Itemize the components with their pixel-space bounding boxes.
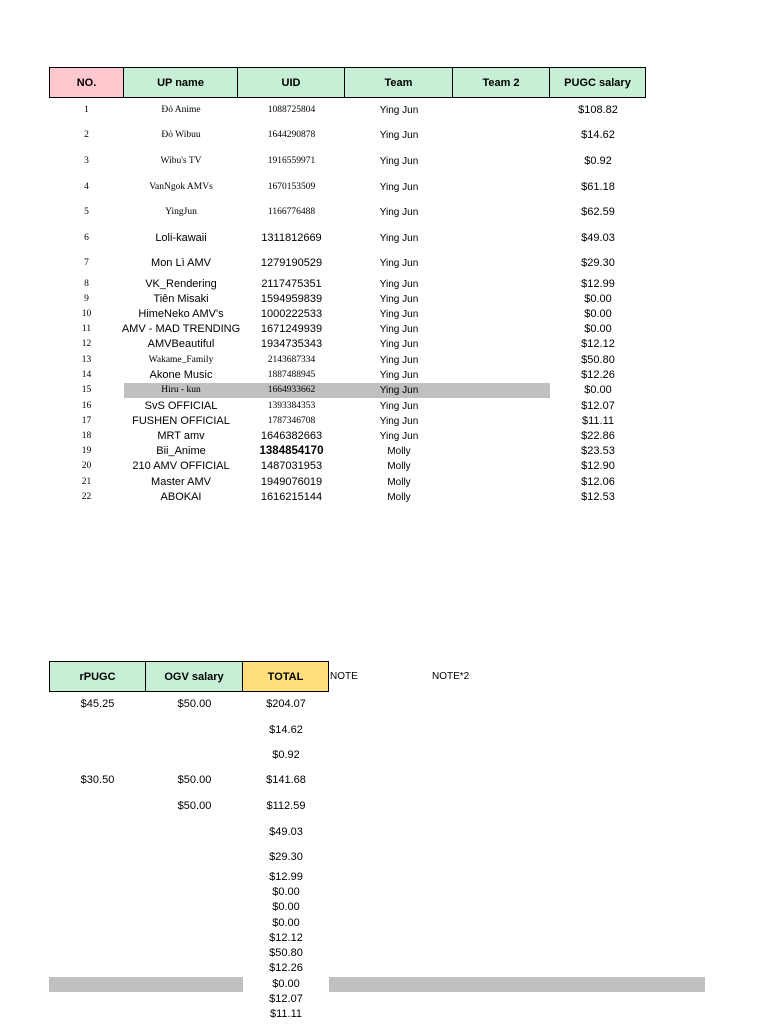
salary-row-2-ogv bbox=[146, 722, 243, 738]
row-1-name: Đỏ Anime bbox=[161, 105, 201, 115]
row-4-team: Ying Jun bbox=[379, 181, 419, 193]
row-11-no: 11 bbox=[81, 324, 92, 334]
row-19-name: Bii_Anime bbox=[156, 445, 206, 457]
row-11-pugc: $0.00 bbox=[584, 323, 612, 335]
salary-row-8-total: $12.99 bbox=[269, 871, 303, 883]
row-12-uid: 1934735343 bbox=[260, 338, 323, 350]
salary-row-7-rpugc bbox=[49, 849, 146, 865]
salary-row-9-ogv bbox=[146, 884, 243, 900]
row-12-name: AMVBeautiful bbox=[147, 338, 215, 350]
header-team-2: Team 2 bbox=[453, 67, 550, 98]
salary-row-10-rpugc bbox=[49, 899, 146, 915]
salary-row-6-total: $49.03 bbox=[269, 826, 303, 838]
row-13-no: 13 bbox=[81, 355, 92, 365]
row-16-no: 16 bbox=[81, 401, 92, 411]
salary-row-12-rpugc bbox=[49, 930, 146, 946]
salary-row-12-total: $12.12 bbox=[269, 932, 303, 944]
row-17-name: FUSHEN OFFICIAL bbox=[132, 415, 230, 427]
row-6-uid: 1311812669 bbox=[261, 232, 322, 244]
row-10-pugc: $0.00 bbox=[584, 308, 612, 320]
salary-row-1-total: $204.07 bbox=[266, 698, 306, 710]
row-21-team: Molly bbox=[387, 476, 411, 488]
row-22-team: Molly bbox=[387, 491, 411, 503]
row-10-uid: 1000222533 bbox=[260, 308, 323, 320]
row-2-no: 2 bbox=[84, 130, 89, 140]
row-5-pugc: $62.59 bbox=[581, 206, 615, 218]
row-4-uid: 1670153509 bbox=[267, 182, 316, 192]
row-22-name: ABOKAI bbox=[160, 491, 202, 503]
row-8-uid: 2117475351 bbox=[261, 278, 322, 290]
row-12-no: 12 bbox=[81, 339, 92, 349]
row-2-team: Ying Jun bbox=[379, 129, 419, 141]
row-14-no: 14 bbox=[81, 370, 92, 380]
row-6-pugc: $49.03 bbox=[581, 232, 615, 244]
row-1-team: Ying Jun bbox=[379, 104, 419, 116]
row-16-pugc: $12.07 bbox=[581, 400, 615, 412]
row-9-pugc: $0.00 bbox=[584, 293, 612, 305]
row-5-team: Ying Jun bbox=[379, 206, 419, 218]
row-18-pugc: $22.86 bbox=[581, 430, 615, 442]
salary-row-5-rpugc bbox=[49, 798, 146, 814]
salary-row-15-total: $0.00 bbox=[272, 978, 300, 990]
row-2-name: Đỏ Wibuu bbox=[161, 130, 201, 140]
salary-row-17-total: $11.11 bbox=[269, 1008, 302, 1020]
row-16-uid: 1393384353 bbox=[267, 401, 316, 411]
row-20-name: 210 AMV OFFICIAL bbox=[132, 460, 230, 472]
row-17-pugc: $11.11 bbox=[581, 415, 614, 427]
salary-row-17-ogv bbox=[146, 1006, 243, 1022]
row-10-team: Ying Jun bbox=[379, 308, 419, 320]
row-1-uid: 1088725804 bbox=[267, 105, 316, 115]
salary-row-11-rpugc bbox=[49, 915, 146, 931]
row-9-team: Ying Jun bbox=[379, 293, 419, 305]
salary-row-13-ogv bbox=[146, 945, 243, 961]
salary-row-2-rpugc bbox=[49, 722, 146, 738]
row-21-name: Master AMV bbox=[151, 476, 211, 488]
salary-row-2-total: $14.62 bbox=[269, 724, 303, 736]
salary-row-15-ogv bbox=[146, 976, 243, 992]
row-20-pugc: $12.90 bbox=[581, 460, 615, 472]
row-2-uid: 1644290878 bbox=[267, 130, 316, 140]
row-15-name: Hiru - kun bbox=[161, 385, 201, 395]
salary-row-3-total: $0.92 bbox=[272, 749, 300, 761]
row-6-name: Loli-kawaii bbox=[155, 232, 207, 244]
row-18-uid: 1646382663 bbox=[260, 430, 323, 442]
row-20-uid: 1487031953 bbox=[260, 460, 323, 472]
row-19-team: Molly bbox=[387, 445, 411, 457]
salary-row-9-total: $0.00 bbox=[272, 886, 300, 898]
salary-row-14-ogv bbox=[146, 960, 243, 976]
row-11-name: AMV - MAD TRENDING bbox=[121, 323, 241, 335]
salary-row-11-ogv bbox=[146, 915, 243, 931]
header-total: TOTAL bbox=[243, 661, 329, 692]
row-15-no: 15 bbox=[81, 385, 92, 395]
row-16-team: Ying Jun bbox=[379, 400, 419, 412]
row-17-uid: 1787346708 bbox=[267, 416, 316, 426]
row-14-team: Ying Jun bbox=[379, 369, 419, 381]
row-18-no: 18 bbox=[81, 431, 92, 441]
row-3-name: Wibu's TV bbox=[160, 156, 202, 166]
salary-row-4-ogv: $50.00 bbox=[177, 774, 212, 786]
salary-row-8-ogv bbox=[146, 869, 243, 885]
row-8-pugc: $12.99 bbox=[581, 278, 615, 290]
row-17-no: 17 bbox=[81, 416, 92, 426]
salary-row-1-rpugc: $45.25 bbox=[80, 698, 115, 710]
salary-row-14-total: $12.26 bbox=[269, 962, 303, 974]
salary-row-16-ogv bbox=[146, 991, 243, 1007]
row-22-no: 22 bbox=[81, 492, 92, 502]
salary-row-3-ogv bbox=[146, 747, 243, 763]
row-19-pugc: $23.53 bbox=[581, 445, 615, 457]
salary-row-3-rpugc bbox=[49, 747, 146, 763]
salary-row-17-rpugc bbox=[49, 1006, 146, 1022]
row-5-uid: 1166776488 bbox=[267, 207, 316, 217]
salary-row-14-rpugc bbox=[49, 960, 146, 976]
row-18-name: MRT amv bbox=[157, 430, 205, 442]
table2-row-15-highlight-right bbox=[329, 977, 705, 992]
row-6-no: 6 bbox=[84, 233, 89, 243]
row-7-name: Mon Lì AMV bbox=[151, 257, 211, 269]
salary-row-7-ogv bbox=[146, 849, 243, 865]
row-21-no: 21 bbox=[81, 477, 92, 487]
row-12-team: Ying Jun bbox=[379, 338, 419, 350]
row-8-no: 8 bbox=[84, 279, 89, 289]
salary-row-12-ogv bbox=[146, 930, 243, 946]
row-21-uid: 1949076019 bbox=[260, 476, 323, 488]
salary-row-6-rpugc bbox=[49, 824, 146, 840]
salary-row-11-total: $0.00 bbox=[272, 917, 300, 929]
row-8-name: VK_Rendering bbox=[145, 278, 217, 290]
salary-row-16-total: $12.07 bbox=[269, 993, 303, 1005]
row-13-team: Ying Jun bbox=[379, 354, 419, 366]
row-9-name: Tiên Misaki bbox=[153, 293, 209, 305]
salary-row-4-rpugc: $30.50 bbox=[80, 774, 115, 786]
row-11-team: Ying Jun bbox=[379, 323, 419, 335]
header-no: NO. bbox=[49, 67, 124, 98]
salary-row-16-rpugc bbox=[49, 991, 146, 1007]
row-13-pugc: $50.80 bbox=[581, 354, 615, 366]
row-7-uid: 1279190529 bbox=[260, 257, 323, 269]
row-19-no: 19 bbox=[81, 446, 92, 456]
row-7-no: 7 bbox=[84, 258, 89, 268]
row-3-pugc: $0.92 bbox=[584, 155, 612, 167]
row-17-team: Ying Jun bbox=[379, 415, 419, 427]
row-4-no: 4 bbox=[84, 182, 89, 192]
row-20-team: Molly bbox=[387, 460, 411, 472]
row-5-no: 5 bbox=[84, 207, 89, 217]
row-14-pugc: $12.26 bbox=[581, 369, 615, 381]
row-22-uid: 1616215144 bbox=[260, 491, 323, 503]
row-19-uid: 1384854170 bbox=[259, 445, 324, 457]
row-7-team: Ying Jun bbox=[379, 257, 419, 269]
row-21-pugc: $12.06 bbox=[581, 476, 615, 488]
header-pugc-salary: PUGC salary bbox=[550, 67, 646, 98]
row-10-no: 10 bbox=[81, 309, 92, 319]
row-4-pugc: $61.18 bbox=[581, 181, 615, 193]
row-15-uid: 1664933662 bbox=[267, 385, 316, 395]
salary-row-13-rpugc bbox=[49, 945, 146, 961]
row-6-team: Ying Jun bbox=[379, 232, 419, 244]
salary-row-5-ogv: $50.00 bbox=[177, 800, 212, 812]
row-2-pugc: $14.62 bbox=[581, 129, 615, 141]
salary-row-1-ogv: $50.00 bbox=[177, 698, 212, 710]
header-uid: UID bbox=[238, 67, 345, 98]
row-3-no: 3 bbox=[84, 156, 89, 166]
row-18-team: Ying Jun bbox=[379, 430, 419, 442]
row-1-pugc: $108.82 bbox=[578, 104, 618, 116]
row-15-pugc: $0.00 bbox=[584, 384, 612, 396]
header-team: Team bbox=[345, 67, 453, 98]
row-20-no: 20 bbox=[81, 461, 92, 471]
row-13-uid: 2143687334 bbox=[267, 355, 316, 365]
row-9-no: 9 bbox=[84, 294, 89, 304]
row-16-name: SvS OFFICIAL bbox=[144, 400, 218, 412]
salary-row-15-rpugc bbox=[49, 976, 146, 992]
row-1-no: 1 bbox=[84, 105, 89, 115]
row-14-name: Akone Music bbox=[149, 369, 213, 381]
row-10-name: HimeNeko AMV's bbox=[138, 308, 224, 320]
salary-row-4-total: $141.68 bbox=[266, 774, 306, 786]
row-12-pugc: $12.12 bbox=[581, 338, 615, 350]
salary-row-6-ogv bbox=[146, 824, 243, 840]
salary-row-13-total: $50.80 bbox=[269, 947, 303, 959]
row-11-uid: 1671249939 bbox=[260, 323, 323, 335]
row-3-team: Ying Jun bbox=[379, 155, 419, 167]
row-8-team: Ying Jun bbox=[379, 278, 419, 290]
row-14-uid: 1887488945 bbox=[267, 370, 316, 380]
row-9-uid: 1594959839 bbox=[260, 293, 323, 305]
header-note-2: NOTE*2 bbox=[432, 671, 470, 682]
salary-row-8-rpugc bbox=[49, 869, 146, 885]
header-up-name: UP name bbox=[124, 67, 238, 98]
row-13-name: Wakame_Family bbox=[148, 355, 214, 365]
row-4-name: VanNgok AMVs bbox=[149, 182, 213, 192]
salary-row-10-total: $0.00 bbox=[272, 901, 300, 913]
salary-row-9-rpugc bbox=[49, 884, 146, 900]
row-7-pugc: $29.30 bbox=[581, 257, 615, 269]
header-ogv-salary: OGV salary bbox=[146, 661, 243, 692]
row-22-pugc: $12.53 bbox=[581, 491, 615, 503]
salary-row-5-total: $112.59 bbox=[266, 800, 306, 812]
row-3-uid: 1916559971 bbox=[267, 156, 316, 166]
salary-row-7-total: $29.30 bbox=[269, 851, 303, 863]
salary-row-10-ogv bbox=[146, 899, 243, 915]
row-5-name: YingJun bbox=[165, 207, 197, 217]
header-rpugc: rPUGC bbox=[49, 661, 146, 692]
header-note: NOTE bbox=[330, 671, 358, 682]
row-15-team: Ying Jun bbox=[379, 384, 419, 396]
